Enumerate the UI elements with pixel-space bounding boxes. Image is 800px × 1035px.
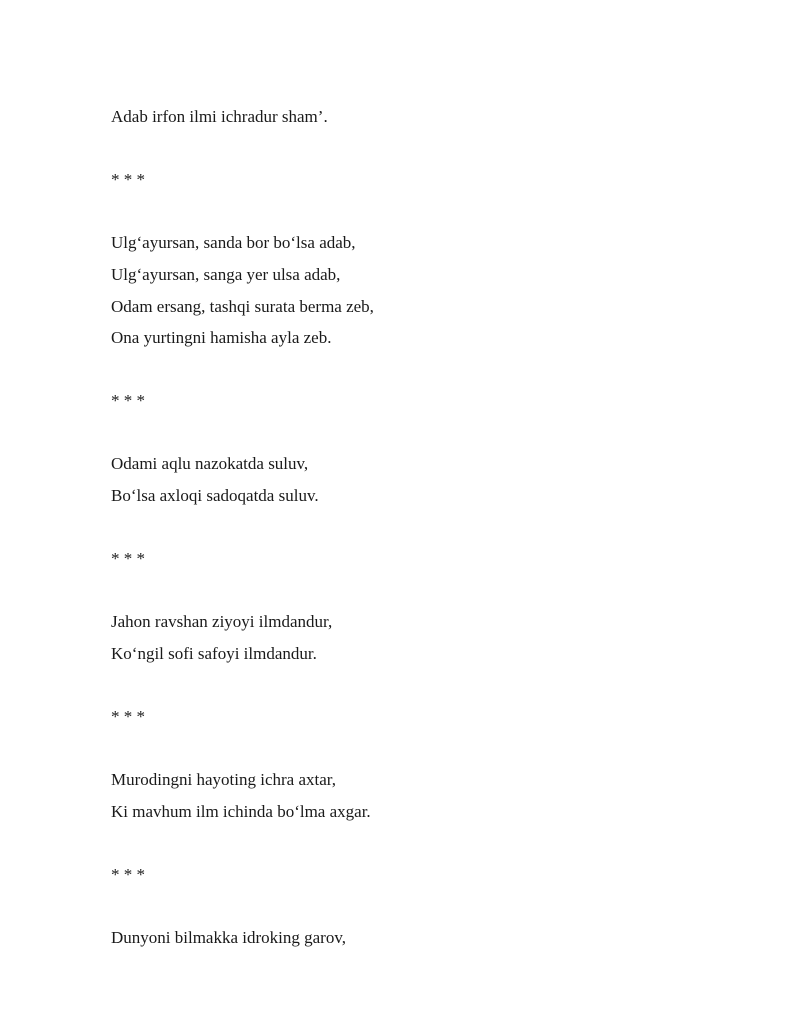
stanza-separator: * * *: [111, 391, 145, 410]
verse-line: Ona yurtingni hamisha ayla zeb.: [111, 328, 332, 347]
stanza-separator: * * *: [111, 170, 145, 189]
verse-line: Jahon ravshan ziyoyi ilmdandur,: [111, 612, 333, 631]
verse-line: Adab irfon ilmi ichradur sham’.: [111, 107, 328, 126]
verse-line: Murodingni hayoting ichra axtar,: [111, 770, 336, 789]
verse-line: Bo‘lsa axloqi sadoqatda suluv.: [111, 486, 319, 505]
verse-line: Ki mavhum ilm ichinda bo‘lma axgar.: [111, 802, 371, 821]
verse-line: Dunyoni bilmakka idroking garov,: [111, 928, 346, 947]
verse-line: Ko‘ngil sofi safoyi ilmdandur.: [111, 644, 317, 663]
stanza-separator: * * *: [111, 549, 145, 568]
verse-line: Ulg‘ayursan, sanda bor bo‘lsa adab,: [111, 233, 356, 252]
stanza-separator: * * *: [111, 865, 145, 884]
verse-line: Odam ersang, tashqi surata berma zeb,: [111, 297, 374, 316]
verse-line: Ulg‘ayursan, sanga yer ulsa adab,: [111, 265, 341, 284]
verse-line: Odami aqlu nazokatda suluv,: [111, 454, 309, 473]
stanza-separator: * * *: [111, 707, 145, 726]
